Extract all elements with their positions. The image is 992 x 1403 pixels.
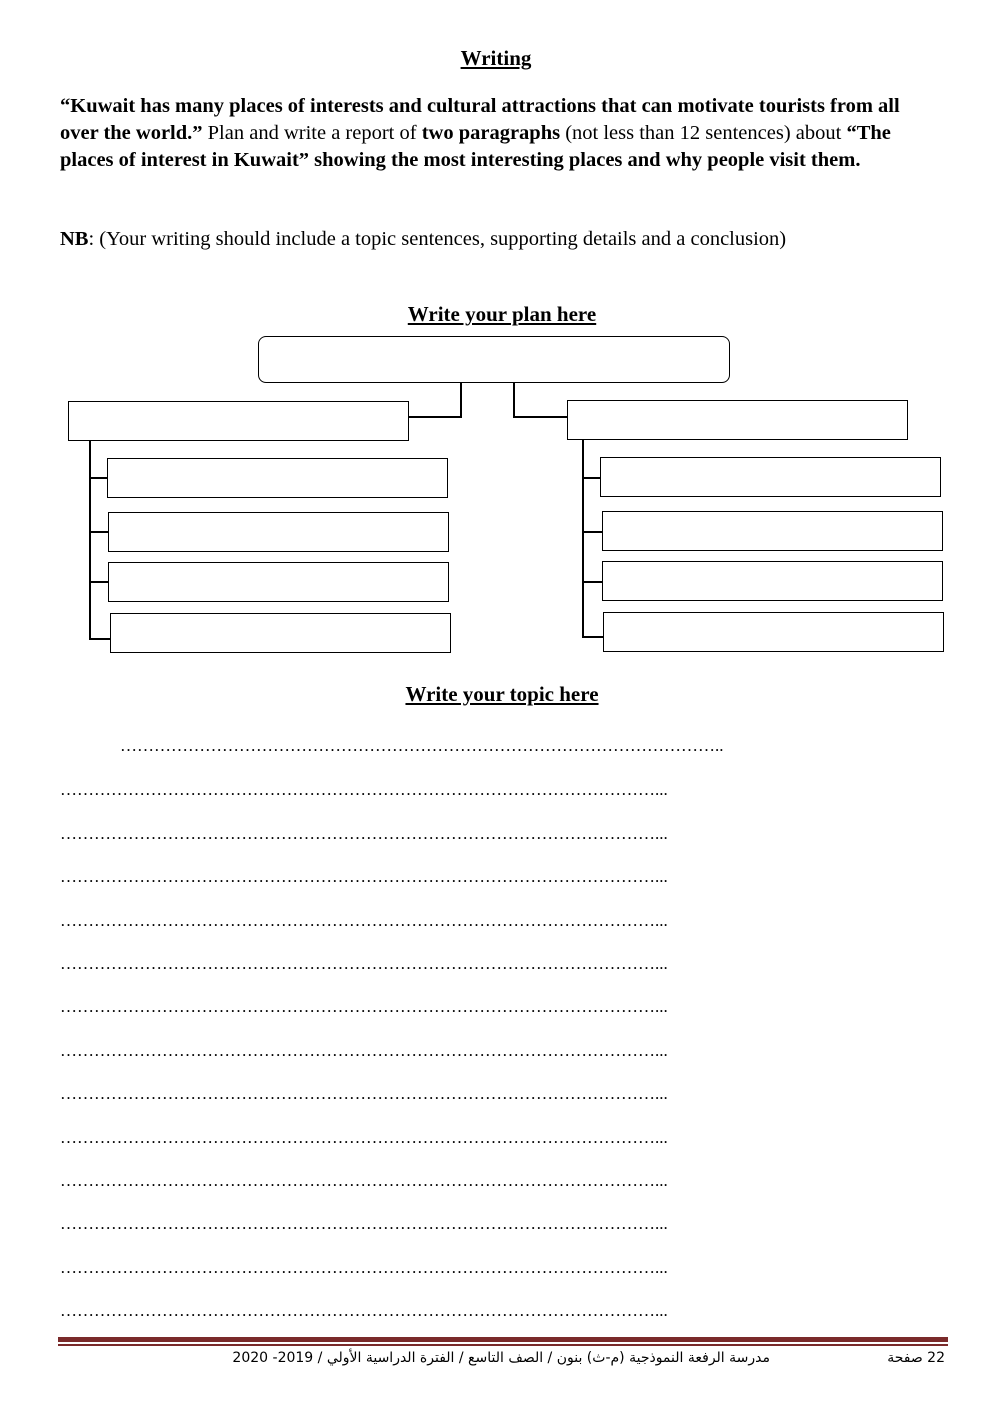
plan-right-paragraph-box[interactable] — [567, 400, 908, 440]
footer-divider-thin — [58, 1344, 948, 1346]
writing-line[interactable]: ……………………………………………………………………………………………... — [60, 824, 668, 843]
writing-line[interactable]: …………………………………………………………………………………………….. — [120, 736, 724, 755]
writing-line[interactable]: ……………………………………………………………………………………………... — [60, 954, 668, 973]
prompt-text-2: (not less than 12 sentences) about — [560, 122, 847, 144]
plan-right-detail-box-3[interactable] — [602, 561, 943, 601]
writing-line[interactable]: ……………………………………………………………………………………………... — [60, 780, 668, 799]
plan-left-detail-box-3[interactable] — [108, 562, 449, 602]
right-branch-line — [582, 440, 584, 637]
prompt-quote: “Kuwait has many places of interests and cultural attractions that can motivate tourists from all over the world.” — [60, 95, 900, 144]
plan-left-detail-box-1[interactable] — [107, 458, 448, 498]
nb-note — [60, 228, 960, 251]
prompt-text-1: Plan and write a report of — [202, 122, 422, 144]
plan-main-topic-box[interactable] — [258, 336, 730, 383]
left-branch-tick — [89, 638, 110, 640]
writing-line[interactable]: ……………………………………………………………………………………………... — [60, 1171, 668, 1190]
plan-right-detail-box-2[interactable] — [602, 511, 943, 551]
prompt-bold-2: “The places of interest in Kuwait” showing the most interesting places and why people visit them. — [60, 122, 891, 171]
writing-line[interactable]: ……………………………………………………………………………………………... — [60, 1128, 668, 1147]
left-branch-tick — [89, 477, 107, 479]
plan-right-detail-box-1[interactable] — [600, 457, 941, 497]
left-branch-tick — [89, 581, 108, 583]
page-title: Writing — [460, 46, 532, 70]
writing-line[interactable]: ……………………………………………………………………………………………... — [60, 1301, 668, 1320]
right-branch-tick — [582, 636, 604, 638]
right-branch-tick — [582, 531, 602, 533]
plan-right-detail-box-4[interactable] — [603, 612, 944, 652]
footer-page-number: 22 صفحة — [887, 1350, 945, 1366]
connector-left-vertical — [460, 383, 462, 417]
writing-line[interactable]: ……………………………………………………………………………………………... — [60, 1041, 668, 1060]
right-branch-tick — [582, 581, 602, 583]
nb-text: : (Your writing should include a topic sentences, supporting details and a conclusion) — [88, 228, 787, 250]
connector-right-horizontal — [513, 416, 568, 418]
right-branch-tick — [582, 477, 601, 479]
writing-line[interactable]: ……………………………………………………………………………………………... — [60, 1214, 668, 1233]
writing-line[interactable]: ……………………………………………………………………………………………... — [60, 911, 668, 930]
connector-right-vertical — [513, 383, 515, 417]
left-branch-tick — [89, 531, 108, 533]
plan-left-detail-box-4[interactable] — [110, 613, 451, 653]
plan-left-detail-box-2[interactable] — [108, 512, 449, 552]
nb-label: NB — [60, 228, 89, 250]
prompt-bold-1: two paragraphs — [421, 122, 561, 144]
writing-line[interactable]: ……………………………………………………………………………………………... — [60, 867, 668, 886]
plan-left-paragraph-box[interactable] — [68, 401, 409, 441]
footer-divider-thick — [58, 1337, 948, 1342]
writing-line[interactable]: ……………………………………………………………………………………………... — [60, 997, 668, 1016]
plan-heading: Write your plan here — [407, 302, 597, 326]
connector-left-horizontal — [409, 416, 462, 418]
writing-line[interactable]: ……………………………………………………………………………………………... — [60, 1084, 668, 1103]
left-branch-line — [89, 441, 91, 639]
writing-line[interactable]: ……………………………………………………………………………………………... — [60, 1258, 668, 1277]
topic-heading: Write your topic here — [405, 682, 599, 706]
footer-school-text: مدرسة الرفعة النموذجية (م-ث) بنون / الصف التاسع / الفترة الدراسية الأولي / 2019- 2020 — [232, 1350, 770, 1366]
writing-prompt — [60, 93, 940, 174]
